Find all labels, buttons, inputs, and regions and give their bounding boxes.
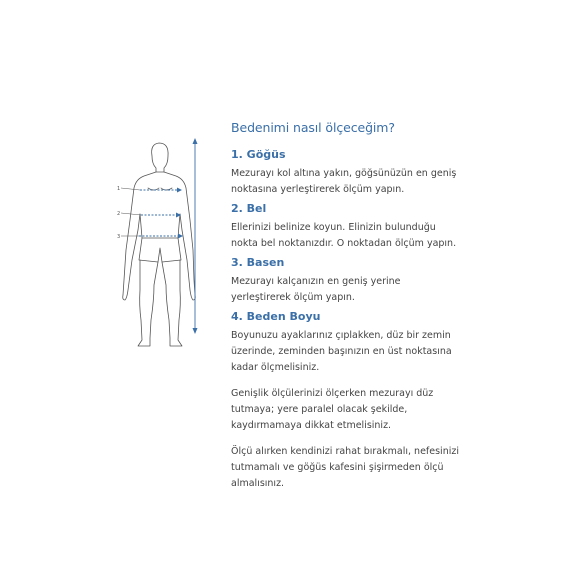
measurement-guide xyxy=(231,120,461,492)
marker-1: 1 xyxy=(117,186,121,192)
section-heading-chest: 1. Göğüs xyxy=(231,148,286,161)
section-text-waist: Ellerinizi belinize koyun. Elinizin bulunduğu nokta bel noktanızdır. O noktadan ölçüm yapın. xyxy=(231,222,457,249)
section-heading-height: 4. Beden Boyu xyxy=(231,310,321,323)
section-hip xyxy=(231,256,461,306)
note-width: Genişlik ölçülerinizi ölçerken mezurayı düz tutmaya; yere paralel olacak şekilde, kaydırmamaya dikkat etmelisiniz. xyxy=(231,388,434,431)
section-heading-waist: 2. Bel xyxy=(231,202,267,215)
section-heading-hip: 3. Basen xyxy=(231,256,285,269)
section-chest xyxy=(231,148,461,198)
note-relax: Ölçü alırken kendinizi rahat bırakmalı, nefesinizi tutmamalı ve göğüs kafesini şişirmeden ölçü almalısınız. xyxy=(231,446,459,489)
section-height xyxy=(231,310,461,376)
page-title: Bedenimi nasıl ölçeceğim? xyxy=(231,120,395,135)
marker-2: 2 xyxy=(117,211,121,217)
section-text-chest: Mezurayı kol altına yakın, göğsünüzün en geniş noktasına yerleştirerek ölçüm yapın. xyxy=(231,168,457,195)
body-measurement-figure xyxy=(112,130,212,360)
section-text-height: Boyunuzu ayaklarınız çıplakken, düz bir zemin üzerinde, zeminden başınızın en üst noktasına kadar ölçmelisiniz. xyxy=(231,330,452,373)
section-text-hip: Mezurayı kalçanızın en geniş yerine yerleştirerek ölçüm yapın. xyxy=(231,276,401,303)
marker-3: 3 xyxy=(117,234,121,240)
section-waist xyxy=(231,202,461,252)
